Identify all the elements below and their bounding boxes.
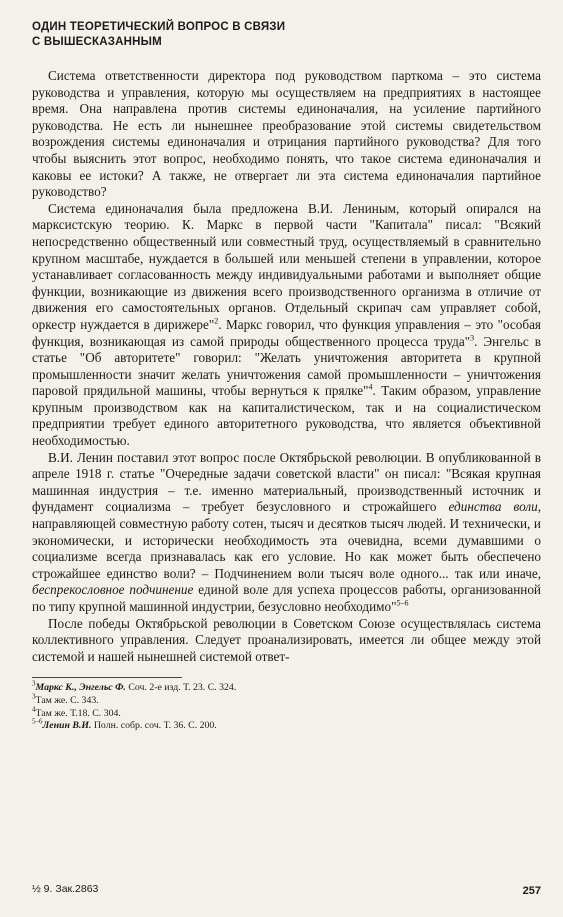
footnote-2: $^3$Там же. С. 343. (32, 692, 99, 706)
section-heading (32, 20, 541, 50)
paragraph-2-part-3: . Энгельс в статье "Об авторитете" говорил: "Желать уничтожения авторитета в крупной промышленности значит желать уничтожения самой промышленности – уничтожения паровой прядильной машины, чтобы вернуться к прялке" (32, 333, 541, 399)
footnote-ref-2: 2 (214, 316, 219, 326)
printer-mark: ½ 9. Зак.2863 (32, 883, 99, 895)
heading-line-2: С ВЫШЕСКАЗАННЫМ (32, 36, 162, 48)
heading-line-1: ОДИН ТЕОРЕТИЧЕСКИЙ ВОПРОС В СВЯЗИ (32, 21, 286, 33)
footnote-ref-4: 4 (368, 382, 373, 392)
paragraph-4: После победы Октябрьской революции в Советском Союзе осуществлялась система коллективного управления. Следует проанализировать, имеется ли общее между этой системой и нашей нынешней системой ответ- (32, 615, 541, 664)
paragraph-3-part-3: единой воле для успеха процессов работы, организованной по типу крупной машинной индустрии, безусловно необходимо" (32, 582, 541, 614)
footnotes (32, 677, 237, 732)
paragraph-2-part-2: . Маркс говорил, что функция управления – это "особая функция, возникающая из самой природы общественного процесса труда" (32, 316, 541, 349)
paragraph-2-part-1: Система единоначалия была предложена В.И. Лениным, который опирался на марксистскую теорию. К. Маркс в первой части "Капитала" писал: "Всякий непосредственно общественный или совместный труд, осуществляемый в сравнительно крупном масштабе, нуждается в большей или меньшей степени в управлении, которое устанавливает согласованность между индивидуальными работами и выполняет общие функции, возникающие из движения всего производственного организма в отличие от движения его самостоятельных органов. Отдельный скрипач сам управляет собой, оркестр нуждается в дирижере" (32, 200, 541, 332)
paragraph-1: Система ответственности директора под руководством парткома – это система руководства и управления, которую мы осуществляем на предприятиях в настоящее время. Она направлена против системы единоначалия, на усиление партийного руководства. Не есть ли нынешнее преобразование этой системы свидетельством возрождения системы единоначалия и отрицания партийного руководства? Для того чтобы выяснить этот вопрос, необходимо понять, что такое система единоначалия и каковы ее истоки? А также, не отвергает ли эта система единоначалия партийное руководство? (32, 68, 541, 200)
footnote-4: $^{5-6}$Ленин В.И. Полн. собр. соч. Т. 36. С. 200. (32, 717, 217, 732)
body-text (32, 68, 541, 665)
footnote-3: $^4$Там же. Т.18. С. 304. (32, 705, 121, 719)
page-number: 257 (522, 885, 541, 897)
paragraph-3-part-1: В.И. Ленин поставил этот вопрос после Октябрьской революции. В опубликованной в апреле 1918 г. статье "Очередные задачи советской власти" он писал: "Всякая крупная машинная индустрия – т.е. именно материальный, производственный источник и фундамент социализма – требует безусловного и строжайшего (32, 449, 541, 515)
emphasis-unconditional-submission: беспрекословное подчинение (32, 582, 194, 598)
footnote-1: $^3$Маркс К., Энгельс Ф. Соч. 2-е изд. Т. 23. С. 324. (32, 680, 237, 694)
paragraph-3-part-2: , направляющей совместную работу сотен, тысяч и десятков тысяч людей. И технически, и экономически, и исторически необходимость эта очевидна, всеми думавшими о социализме всегда признавалась как его условие. Но как может быть обеспечено строжайшее единство воли? – Подчинением воли тысяч воле одного... так или иначе, (32, 499, 541, 581)
paragraph-3 (32, 450, 541, 616)
paragraph-2 (32, 201, 541, 450)
footnote-ref-5-6: 5–6 (396, 598, 409, 608)
paragraph-2-part-4: . Таким образом, управление крупным производством как на капиталистическом, так и на социалистическом предприятии требует единого авторитетного руководства, что является объективной необходимостью. (32, 383, 542, 449)
footnote-author: Ленин В.И. (42, 720, 92, 732)
footnote-ref-3: 3 (470, 333, 475, 343)
emphasis-unity-of-will: единства воли (448, 499, 538, 515)
footnote-author: Маркс К., Энгельс Ф. (35, 682, 126, 694)
